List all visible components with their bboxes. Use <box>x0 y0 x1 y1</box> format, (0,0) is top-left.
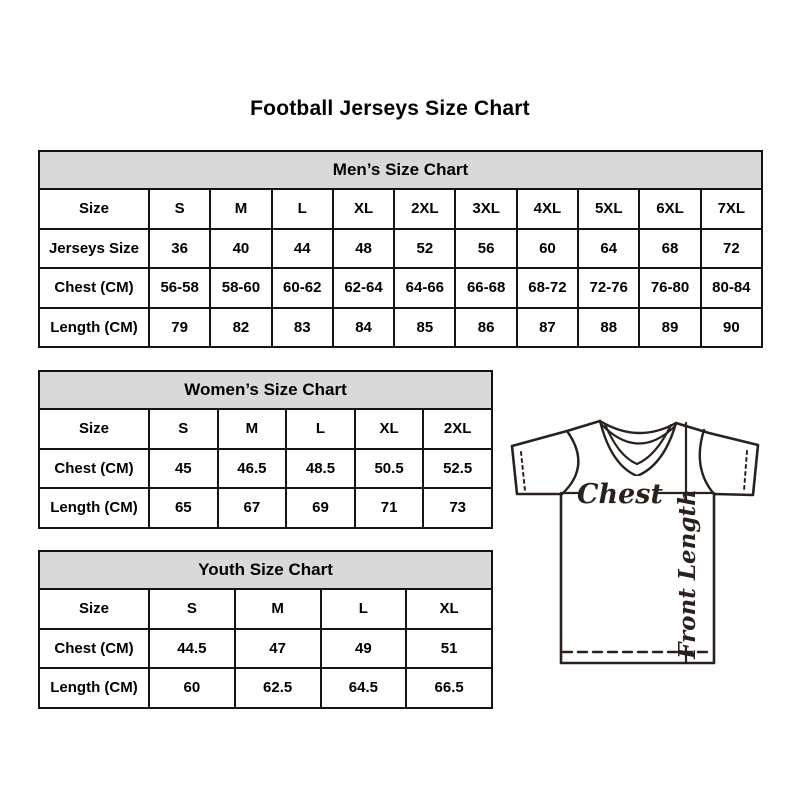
cell-value: 84 <box>333 308 394 348</box>
column-header: M <box>235 589 321 629</box>
table-header-row <box>39 589 492 629</box>
cell-value: 44.5 <box>149 629 235 669</box>
column-header: XL <box>406 589 492 629</box>
table-row <box>39 268 762 308</box>
cell-value: 69 <box>286 488 355 528</box>
row-label: Chest (CM) <box>39 449 149 489</box>
cell-value: 60-62 <box>272 268 333 308</box>
jersey-outline <box>512 421 758 663</box>
cell-value: 67 <box>218 488 287 528</box>
column-header: M <box>210 189 271 229</box>
cell-value: 88 <box>578 308 639 348</box>
cell-value: 79 <box>149 308 210 348</box>
row-label: Chest (CM) <box>39 629 149 669</box>
table-title: Youth Size Chart <box>39 551 492 589</box>
table-row <box>39 668 492 708</box>
table-row <box>39 629 492 669</box>
column-header: 3XL <box>455 189 516 229</box>
column-header: 7XL <box>701 189 762 229</box>
column-header: M <box>218 409 287 449</box>
row-label: Chest (CM) <box>39 268 149 308</box>
womens-size-table <box>38 370 493 529</box>
cell-value: 48.5 <box>286 449 355 489</box>
size-table <box>38 150 763 348</box>
table-header-row <box>39 409 492 449</box>
table-title-row <box>39 371 492 409</box>
cell-value: 44 <box>272 229 333 269</box>
youth-size-table <box>38 550 493 709</box>
cell-value: 52 <box>394 229 455 269</box>
cell-value: 83 <box>272 308 333 348</box>
table-row <box>39 229 762 269</box>
cell-value: 80-84 <box>701 268 762 308</box>
column-header: XL <box>333 189 394 229</box>
cell-value: 45 <box>149 449 218 489</box>
cell-value: 66-68 <box>455 268 516 308</box>
column-header: S <box>149 189 210 229</box>
cell-value: 40 <box>210 229 271 269</box>
cell-value: 82 <box>210 308 271 348</box>
table-title: Men’s Size Chart <box>39 151 762 189</box>
cell-value: 47 <box>235 629 321 669</box>
cell-value: 87 <box>517 308 578 348</box>
cell-value: 56-58 <box>149 268 210 308</box>
cell-value: 73 <box>423 488 492 528</box>
front-length-label: Front Length <box>674 489 701 659</box>
column-header: L <box>272 189 333 229</box>
row-label: Length (CM) <box>39 308 149 348</box>
column-header: 2XL <box>394 189 455 229</box>
cell-value: 46.5 <box>218 449 287 489</box>
row-label: Size <box>39 409 149 449</box>
cell-value: 65 <box>149 488 218 528</box>
jersey-measurement-diagram <box>498 402 770 674</box>
cell-value: 76-80 <box>639 268 700 308</box>
cell-value: 48 <box>333 229 394 269</box>
cell-value: 68 <box>639 229 700 269</box>
column-header: S <box>149 589 235 629</box>
cell-value: 58-60 <box>210 268 271 308</box>
column-header: 4XL <box>517 189 578 229</box>
cell-value: 71 <box>355 488 424 528</box>
cell-value: 60 <box>149 668 235 708</box>
size-table <box>38 370 493 529</box>
cell-value: 51 <box>406 629 492 669</box>
cell-value: 56 <box>455 229 516 269</box>
cell-value: 72 <box>701 229 762 269</box>
size-table <box>38 550 493 709</box>
column-header: 5XL <box>578 189 639 229</box>
column-header: 6XL <box>639 189 700 229</box>
column-header: XL <box>355 409 424 449</box>
cell-value: 62.5 <box>235 668 321 708</box>
chest-label: Chest <box>577 479 663 510</box>
cell-value: 52.5 <box>423 449 492 489</box>
column-header: 2XL <box>423 409 492 449</box>
page-title: Football Jerseys Size Chart <box>250 97 530 120</box>
cell-value: 50.5 <box>355 449 424 489</box>
cell-value: 49 <box>321 629 407 669</box>
cell-value: 66.5 <box>406 668 492 708</box>
table-title-row <box>39 551 492 589</box>
cell-value: 90 <box>701 308 762 348</box>
table-title-row <box>39 151 762 189</box>
row-label: Length (CM) <box>39 668 149 708</box>
cell-value: 89 <box>639 308 700 348</box>
table-row <box>39 488 492 528</box>
row-label: Size <box>39 189 149 229</box>
row-label: Length (CM) <box>39 488 149 528</box>
cell-value: 62-64 <box>333 268 394 308</box>
cell-value: 64.5 <box>321 668 407 708</box>
table-header-row <box>39 189 762 229</box>
cell-value: 64 <box>578 229 639 269</box>
mens-size-table <box>38 150 763 348</box>
cell-value: 64-66 <box>394 268 455 308</box>
cell-value: 86 <box>455 308 516 348</box>
cell-value: 60 <box>517 229 578 269</box>
cell-value: 85 <box>394 308 455 348</box>
table-row <box>39 449 492 489</box>
cell-value: 36 <box>149 229 210 269</box>
column-header: S <box>149 409 218 449</box>
table-row <box>39 308 762 348</box>
column-header: L <box>286 409 355 449</box>
row-label: Jerseys Size <box>39 229 149 269</box>
column-header: L <box>321 589 407 629</box>
table-title: Women’s Size Chart <box>39 371 492 409</box>
row-label: Size <box>39 589 149 629</box>
cell-value: 72-76 <box>578 268 639 308</box>
cell-value: 68-72 <box>517 268 578 308</box>
